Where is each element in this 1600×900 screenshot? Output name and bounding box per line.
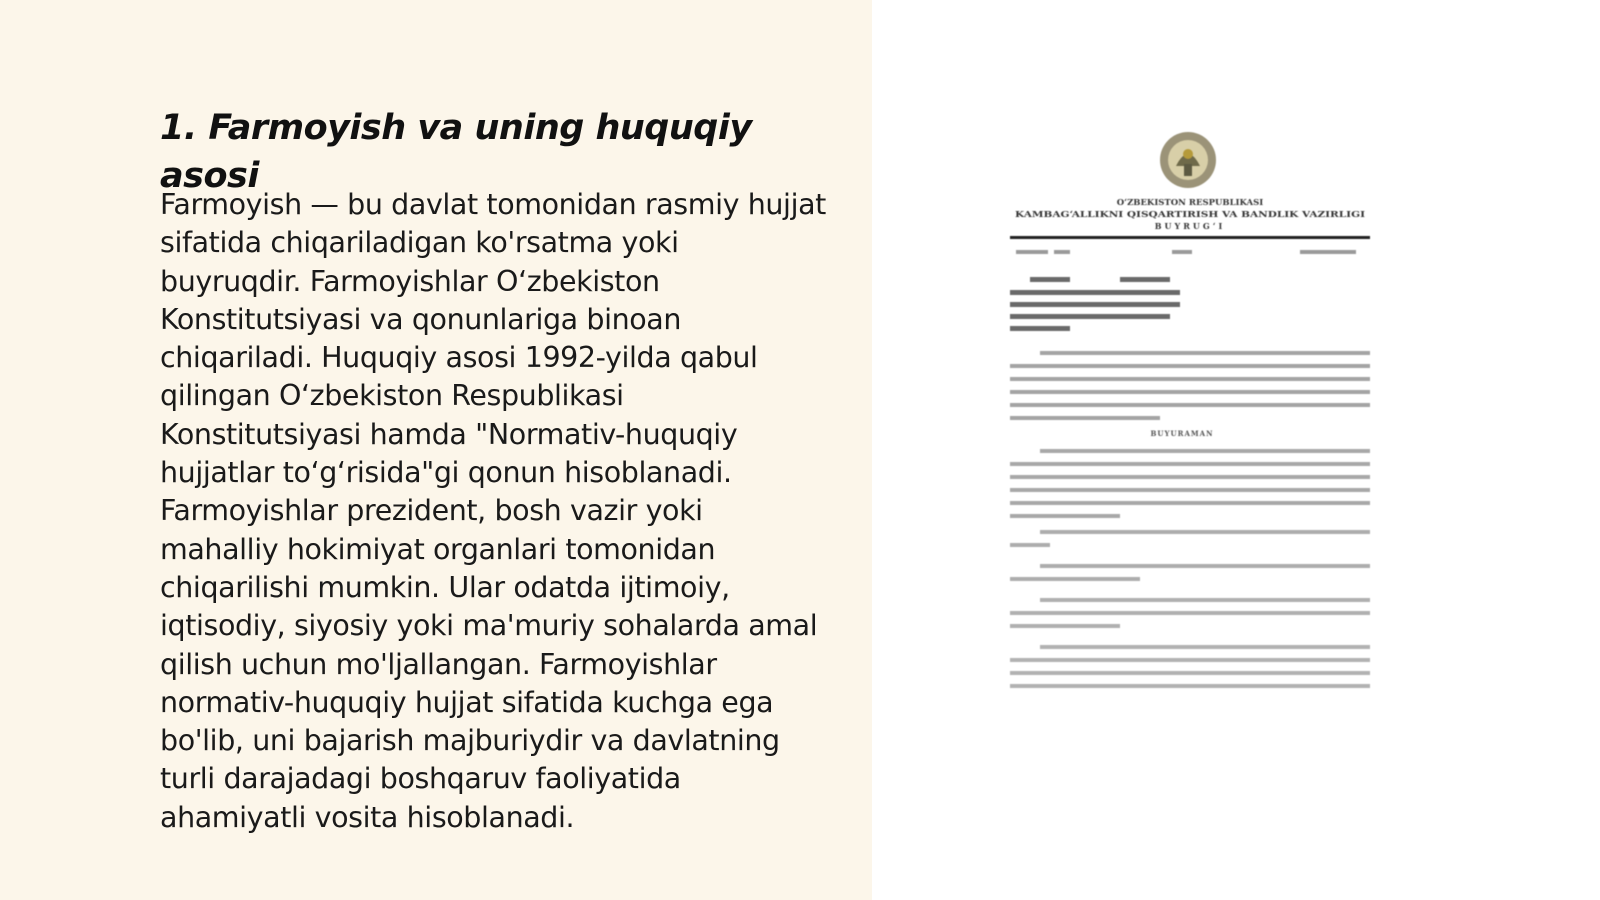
doc-header-line-2: KAMBAG‘ALLIKNI QISQARTIRISH VA BANDLIK VAZIRLIGI (1015, 209, 1366, 219)
decree-document-image (1000, 120, 1380, 700)
doc-header-line-1: O‘ZBEKISTON RESPUBLIKASI (1116, 198, 1264, 208)
doc-header-line-3: BUYRUG‘I (1154, 221, 1226, 231)
state-emblem-icon (1160, 132, 1216, 188)
slide-heading: 1. Farmoyish va uning huquqiy asosi (160, 108, 752, 196)
doc-section-word: BUYURAMAN (1150, 429, 1214, 438)
slide-paragraph: Farmoyish — bu davlat tomonidan rasmiy hujjat sifatida chiqariladigan ko'rsatma yoki buyruqdir. Farmoyishlar O‘zbekiston Konstitutsiyasi va qonunlariga binoan chiqariladi. Huquqiy asosi 1992-yilda qabul qilingan O‘zbekiston Respublikasi Konstitutsiyasi hamda "Normativ-huquqiy hujjatlar to‘g‘risida"gi qonun hisoblanadi. Farmoyishlar prezident, bosh vazir yoki mahalliy hokimiyat organlari tomonidan chiqarilishi mumkin. Ular odatda ijtimoiy, iqtisodiy, siyosiy yoki ma'muriy sohalarda amal qilish uchun mo'ljallangan. Farmoyishlar normativ-huquqiy hujjat sifatida kuchga ega bo'lib, uni bajarish majburiydir va davlatning turli darajadagi boshqaruv faoliyatida ahamiyatli vosita hisoblanadi. (160, 188, 826, 834)
